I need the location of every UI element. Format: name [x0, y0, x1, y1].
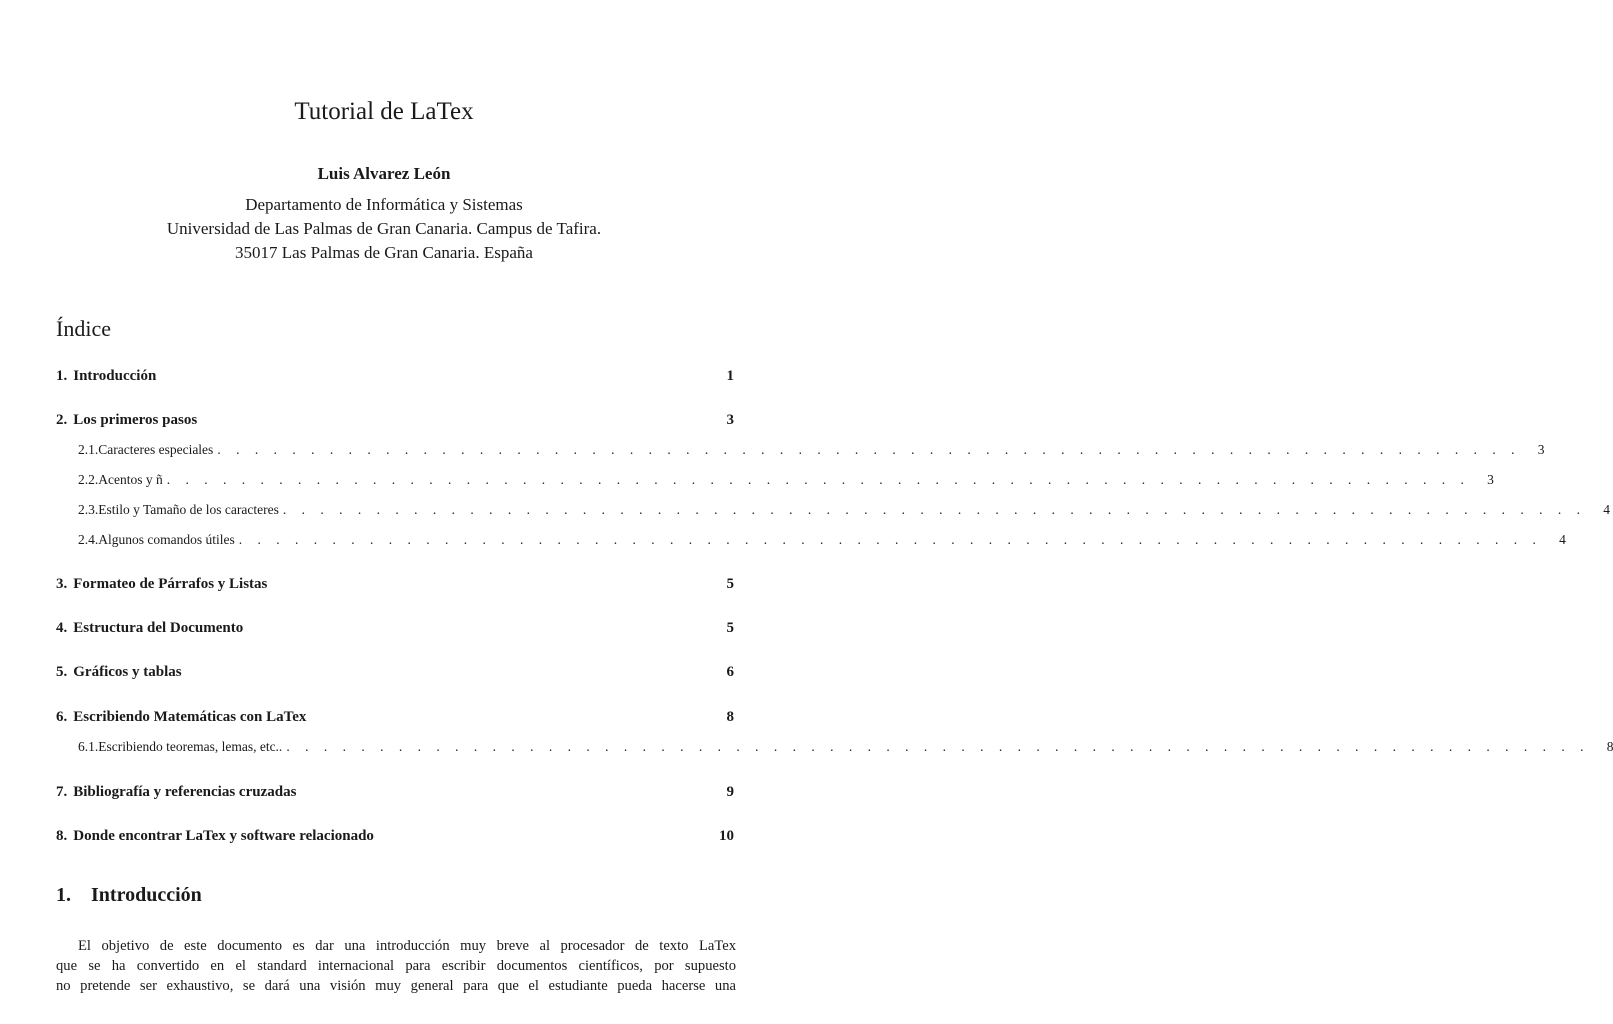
document-author: Luis Alvarez León: [317, 164, 451, 183]
section-heading: [56, 884, 202, 907]
toc-entry-title: Estilo y Tamaño de los caracteres: [98, 502, 279, 517]
section-title: Introducción: [91, 884, 202, 906]
toc-entry-title: Bibliografía y referencias cruzadas: [73, 784, 297, 800]
toc-entry-number: 7.: [56, 784, 68, 800]
toc-entry-page: 4: [1559, 532, 1566, 547]
toc-entry-title: Escribiendo Matemáticas con LaTex: [73, 709, 307, 725]
toc-entry[interactable]: [56, 412, 734, 432]
toc-entry[interactable]: [56, 442, 1545, 462]
toc-entry-number: 6.1.: [78, 739, 99, 754]
toc-entry-page: 6: [726, 664, 734, 680]
toc-title: Índice: [56, 316, 111, 341]
affiliation-line: Departamento de Informática y Sistemas: [245, 195, 523, 214]
affiliation-line: Universidad de Las Palmas de Gran Canaria. Campus de Tafira.: [166, 219, 602, 238]
toc-entry-number: 2.4.: [78, 532, 99, 547]
toc-entry-title: Escribiendo teoremas, lemas, etc..: [98, 739, 283, 754]
toc-entry-page: 10: [719, 828, 734, 844]
toc-entry-title: Donde encontrar LaTex y software relacionado: [73, 828, 374, 844]
toc-entry[interactable]: [56, 620, 734, 640]
affiliation-line: 35017 Las Palmas de Gran Canaria. España: [235, 243, 533, 262]
toc-leader-dots: . . . . . . . . . . . . . . . . . . . . . . . . . . . . . . . . . . . . . . . . . . . . . . . . . . . . . . . . . . . . . . . . . . . . . .: [238, 532, 1542, 547]
toc-entry-page: 4: [1603, 502, 1610, 517]
section-paragraph: [56, 936, 736, 996]
toc-leader-dots: . . . . . . . . . . . . . . . . . . . . . . . . . . . . . . . . . . . . . . . . . . . . . . . . . . . . . . . . . . . . . . . . . . . . . .: [217, 442, 1521, 457]
toc-entry-number: 2.1.: [78, 442, 99, 457]
toc-entry-title: Acentos y ñ: [98, 472, 163, 487]
toc-entry-title: Caracteres especiales: [98, 442, 214, 457]
toc-entry-page: 8: [726, 709, 734, 725]
toc-entry-title: Formateo de Párrafos y Listas: [73, 576, 268, 592]
paragraph-line: no pretende ser exhaustivo, se dará una visión muy general para que el estudiante pueda hacerse una: [56, 978, 736, 994]
toc-entry-page: 1: [726, 368, 734, 384]
toc-entry-title: Estructura del Documento: [73, 620, 244, 636]
toc-entry-title: Los primeros pasos: [73, 412, 198, 428]
toc-entry-title: Algunos comandos útiles: [98, 532, 235, 547]
toc-entry-number: 6.: [56, 709, 68, 725]
toc-entry-number: 2.2.: [78, 472, 99, 487]
toc-entry-page: 5: [726, 620, 734, 636]
toc-entry-page: 5: [726, 576, 734, 592]
toc-entry-page: 8: [1606, 739, 1613, 754]
toc-entry[interactable]: [56, 784, 734, 804]
toc-entry-number: 1.: [56, 368, 68, 384]
toc-leader-dots: . . . . . . . . . . . . . . . . . . . . . . . . . . . . . . . . . . . . . . . . . . . . . . . . . . . . . . . . . . . . . . . . . . . . . .: [282, 502, 1586, 517]
toc-entry[interactable]: [56, 664, 734, 684]
toc-entry[interactable]: [56, 739, 1613, 759]
paragraph-line: que se ha convertido en el standard internacional para escribir documentos científicos, por supuesto: [56, 958, 736, 974]
toc-entry[interactable]: [56, 576, 734, 596]
toc-entry-page: 9: [726, 784, 734, 800]
toc-entry[interactable]: [56, 709, 734, 729]
toc-entry-number: 8.: [56, 828, 68, 844]
document-title: Tutorial de LaTex: [294, 98, 474, 125]
toc-entry-page: 3: [1487, 472, 1494, 487]
toc-leader-dots: . . . . . . . . . . . . . . . . . . . . . . . . . . . . . . . . . . . . . . . . . . . . . . . . . . . . . . . . . . . . . . . . . . . . . .: [166, 472, 1470, 487]
toc-entry[interactable]: [56, 368, 734, 388]
toc-entry[interactable]: [56, 532, 1566, 552]
toc-leader-dots: . . . . . . . . . . . . . . . . . . . . . . . . . . . . . . . . . . . . . . . . . . . . . . . . . . . . . . . . . . . . . . . . . . . . . .: [286, 739, 1590, 754]
paragraph-line: El objetivo de este documento es dar una introducción muy breve al procesador de texto LaTex: [78, 938, 736, 954]
toc-entry-number: 5.: [56, 664, 68, 680]
toc-entry-page: 3: [1537, 442, 1545, 457]
toc-entry-number: 2.: [56, 412, 68, 428]
toc-entry[interactable]: [56, 828, 734, 848]
toc-entry-page: 3: [726, 412, 734, 428]
toc-entry-number: 4.: [56, 620, 68, 636]
toc-entry[interactable]: [56, 502, 1610, 522]
toc-entry-title: Introducción: [73, 368, 157, 384]
toc-entry-title: Gráficos y tablas: [73, 664, 182, 680]
toc-entry-number: 2.3.: [78, 502, 99, 517]
section-number: 1.: [56, 884, 71, 906]
toc-entry-number: 3.: [56, 576, 68, 592]
toc-entry[interactable]: [56, 472, 1494, 492]
